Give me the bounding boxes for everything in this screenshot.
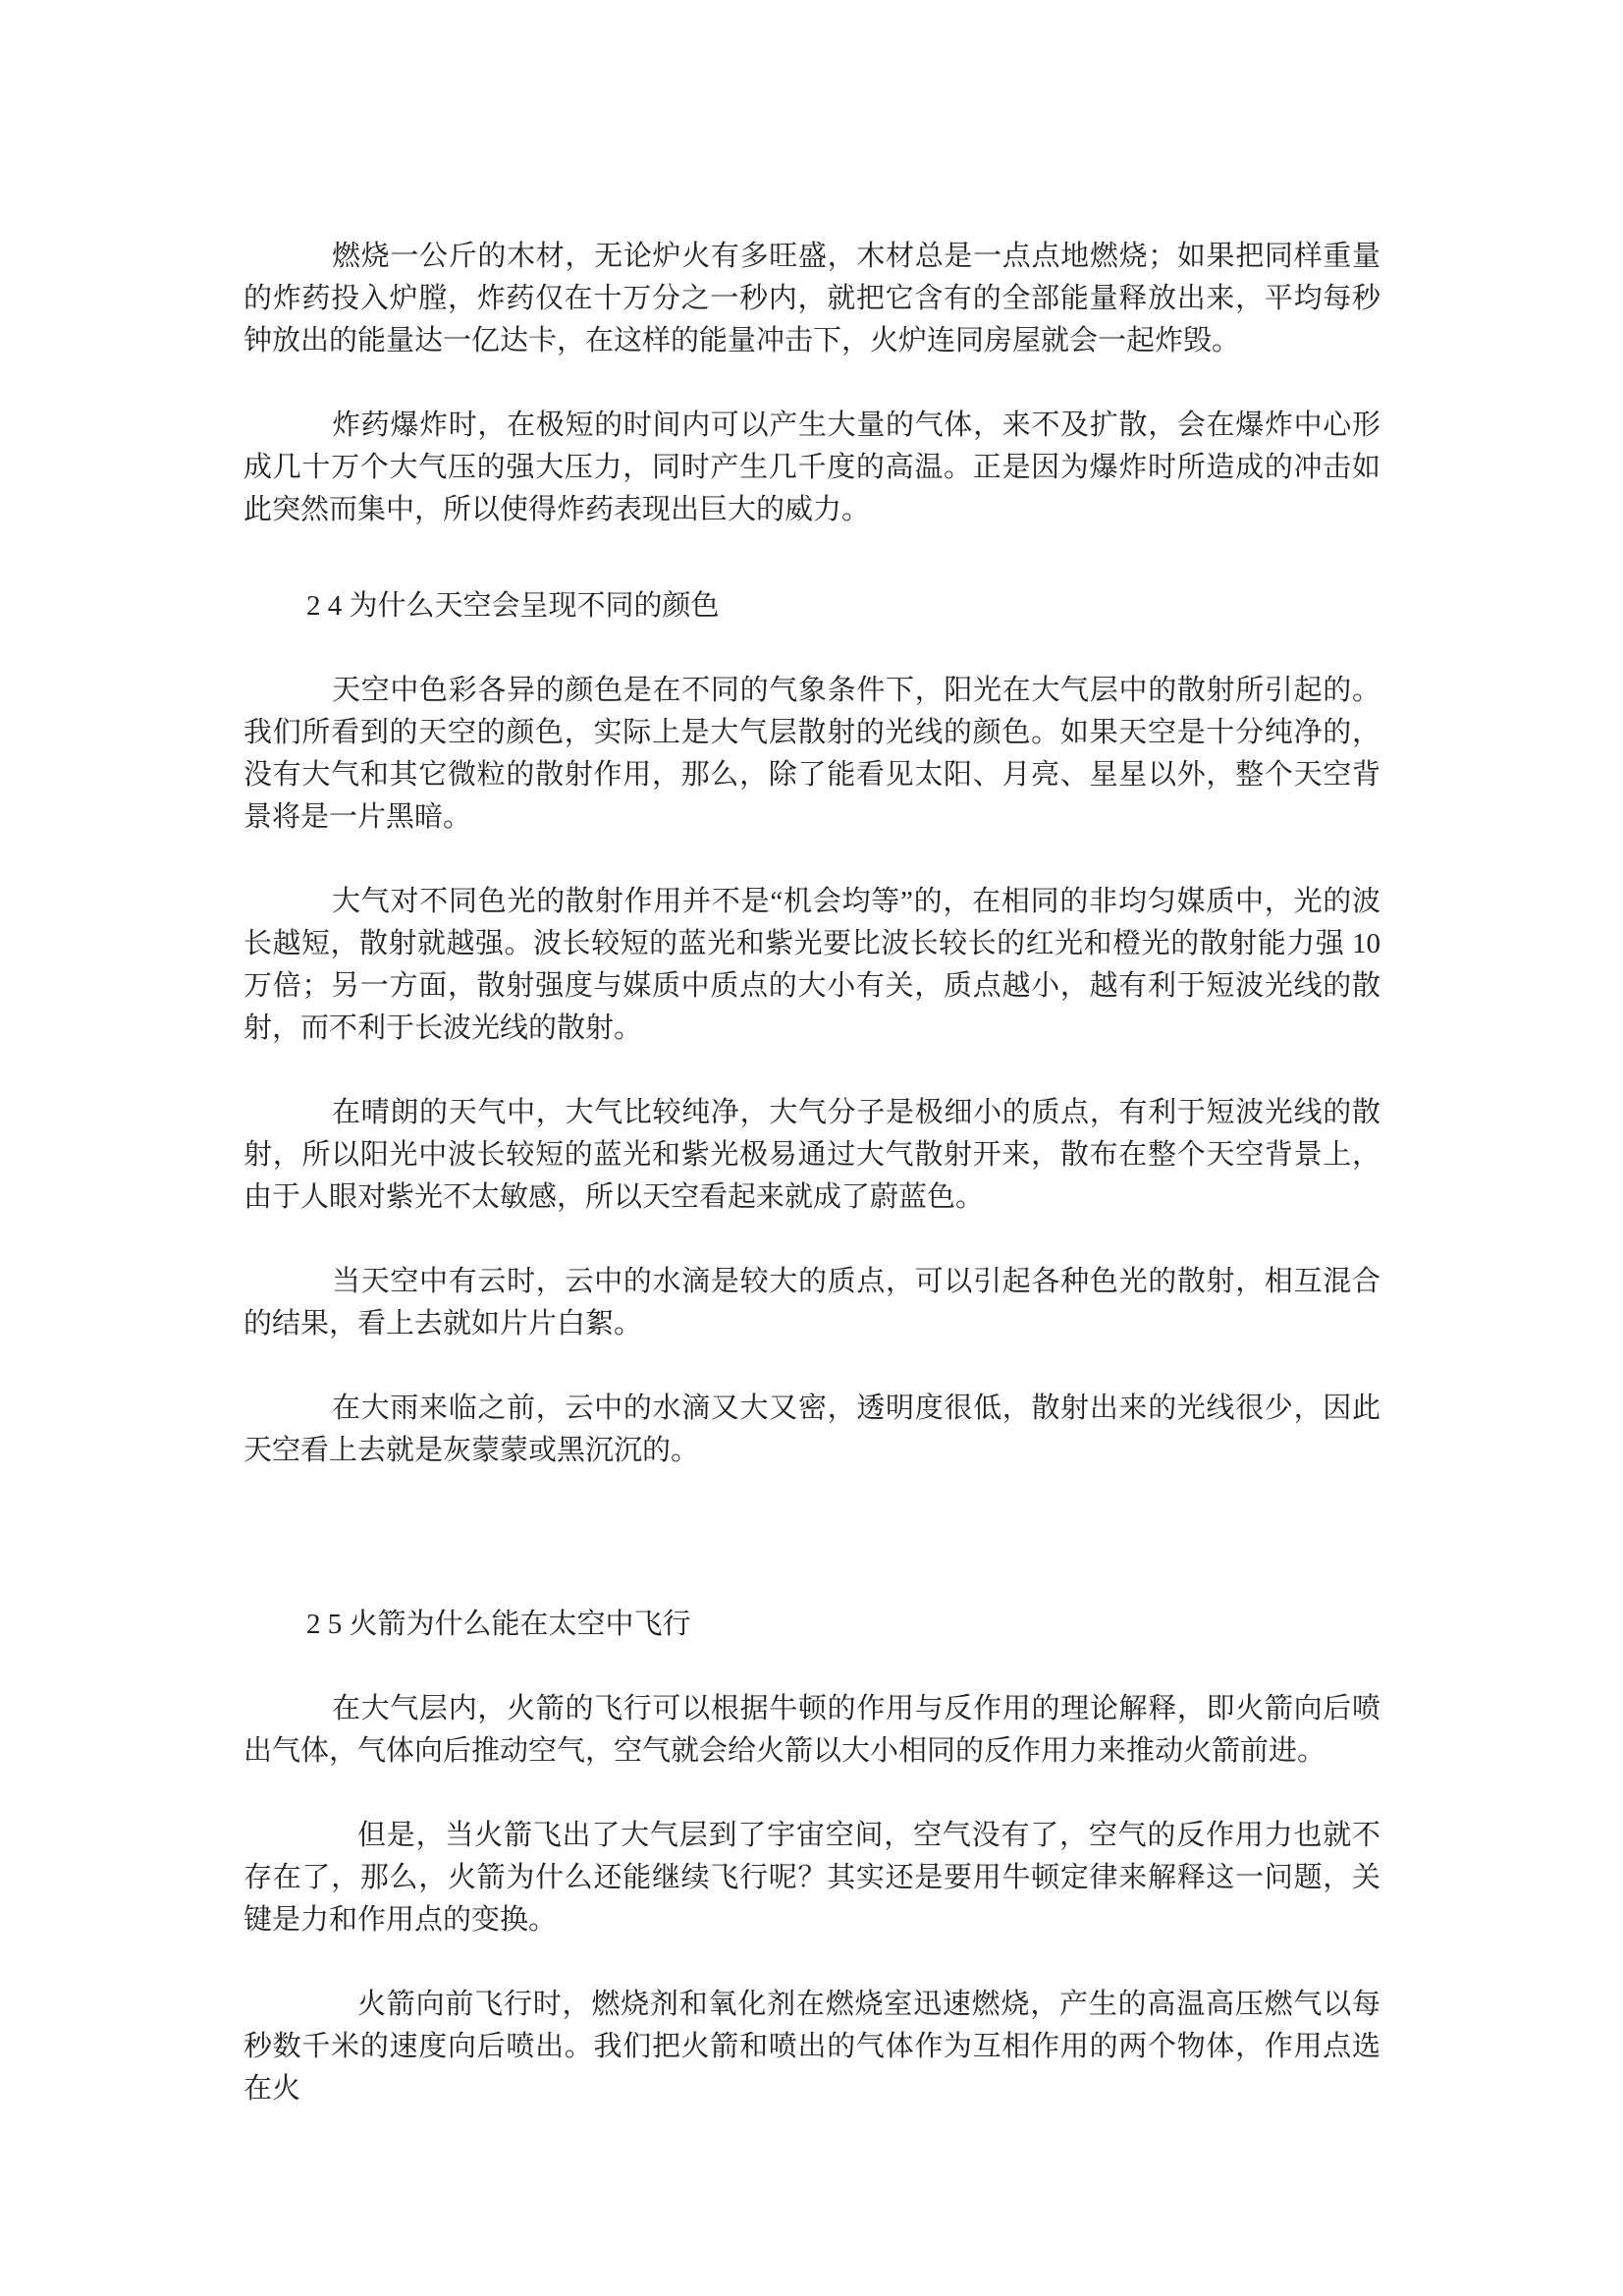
paragraph-wavelength-scattering: 大气对不同色光的散射作用并不是“机会均等”的，在相同的非均匀媒质中，光的波长越短，散射就越强。波长较短的蓝光和紫光要比波长较长的红光和橙光的散射能力强 10 万倍；另一方面，散射强度与媒质中质点的大小有关，质点越小，越有利于短波光线的散射，而不利于长波光线的散射。: [243, 886, 1380, 1044]
document-text-column: [243, 236, 1380, 2110]
paragraph-rain-dark-sky: 在大雨来临之前，云中的水滴又大又密，透明度很低，散射出来的光线很少，因此天空看上去就是灰蒙蒙或黑沉沉的。: [243, 1393, 1380, 1466]
paragraph-clear-sky-blue: 在晴朗的天气中，大气比较纯净，大气分子是极细小的质点，有利于短波光线的散射，所以阳光中波长较短的蓝光和紫光极易通过大气散射开来，散布在整个天空背景上，由于人眼对紫光不太敏感，所以天空看起来就成了蔚蓝色。: [243, 1097, 1380, 1213]
paragraph-sky-color-scattering: 天空中色彩各异的颜色是在不同的气象条件下，阳光在大气层中的散射所引起的。我们所看到的天空的颜色，实际上是大气层散射的光线的颜色。如果天空是十分纯净的，没有大气和其它微粒的散射作用，那么，除了能看见太阳、月亮、星星以外，整个天空背景将是一片黑暗。: [243, 675, 1380, 833]
paragraph-explosion-pressure: 炸药爆炸时，在极短的时间内可以产生大量的气体，来不及扩散，会在爆炸中心形成几十万个大气压的强大压力，同时产生几千度的高温。正是因为爆炸时所造成的冲击如此突然而集中，所以使得炸药表现出巨大的威力。: [243, 410, 1380, 525]
paragraph-wood-vs-explosive: 燃烧一公斤的木材，无论炉火有多旺盛，木材总是一点点地燃烧；如果把同样重量的炸药投入炉膛，炸药仅在十万分之一秒内，就把它含有的全部能量释放出来，平均每秒钟放出的能量达一亿达卡，在这样的能量冲击下，火炉连同房屋就会一起炸毁。: [243, 241, 1380, 356]
paragraph-clouds-white: 当天空中有云时，云中的水滴是较大的质点，可以引起各种色光的散射，相互混合的结果，看上去就如片片白絮。: [243, 1266, 1380, 1339]
paragraph-rocket-in-atmosphere: 在大气层内，火箭的飞行可以根据牛顿的作用与反作用的理论解释，即火箭向后喷出气体，气体向后推动空气，空气就会给火箭以大小相同的反作用力来推动火箭前进。: [243, 1693, 1380, 1767]
section-heading-24-sky-colors: 2 4 为什么天空会呈现不同的颜色: [306, 590, 720, 622]
paragraph-rocket-in-vacuum: 但是，当火箭飞出了大气层到了宇宙空间，空气没有了，空气的反作用力也就不存在了，那么，火箭为什么还能继续飞行呢？其实还是要用牛顿定律来解释这一问题，关键是力和作用点的变换。: [243, 1820, 1380, 1936]
section-heading-25-rocket-space-flight: 2 5 火箭为什么能在太空中飞行: [306, 1609, 691, 1640]
paragraph-rocket-combustion: 火箭向前飞行时，燃烧剂和氧化剂在燃烧室迅速燃烧，产生的高温高压燃气以每秒数千米的速度向后喷出。我们把火箭和喷出的气体作为互相作用的两个物体，作用点选在火: [243, 1989, 1380, 2105]
